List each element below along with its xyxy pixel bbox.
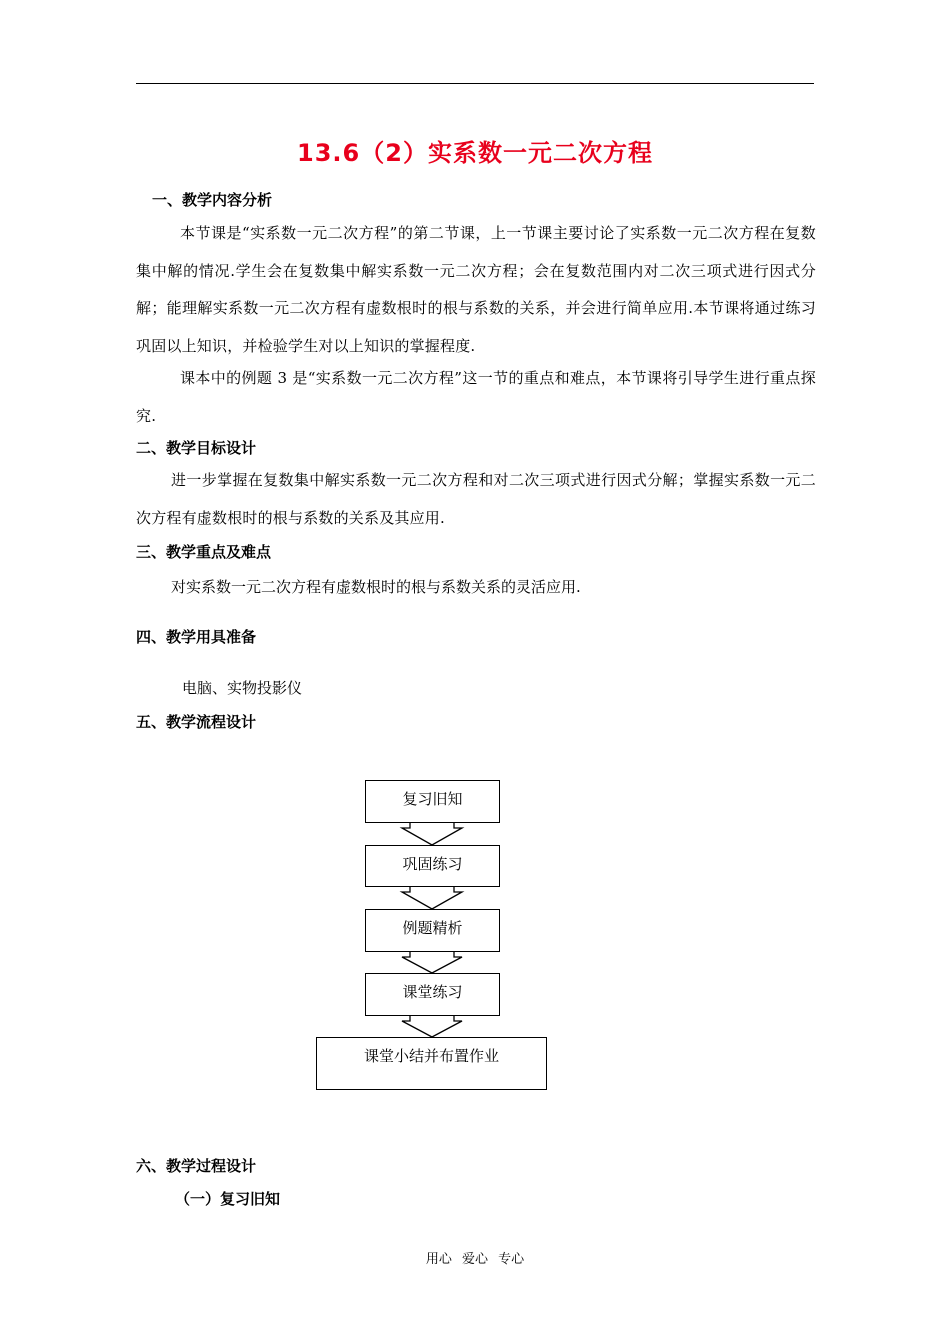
- section-2-heading: 二、教学目标设计: [136, 439, 257, 457]
- document-title: 13.6（2）实系数一元二次方程: [297, 139, 653, 167]
- flow-step-practice: 巩固练习: [365, 845, 500, 887]
- section-4-heading: 四、教学用具准备: [136, 628, 257, 646]
- flow-step-review: 复习旧知: [365, 780, 500, 823]
- section-3-heading: 三、教学重点及难点: [136, 543, 272, 561]
- section-2-paragraph: 进一步掌握在复数集中解实系数一元二次方程和对二次三项式进行因式分解；掌握实系数一元二次方程有虚数根时的根与系数的关系及其应用.: [136, 471, 816, 527]
- section-6-subheading: （一）复习旧知: [175, 1190, 281, 1208]
- section-1-heading: 一、教学内容分析: [152, 191, 273, 209]
- arrow-3: [402, 951, 462, 973]
- flow-step-classwork: 课堂练习: [365, 973, 500, 1016]
- section-3-paragraph: 对实系数一元二次方程有虚数根时的根与系数关系的灵活应用.: [171, 578, 581, 596]
- arrow-2: [402, 886, 462, 909]
- section-1-paragraph-2: 课本中的例题 3 是“实系数一元二次方程”这一节的重点和难点，本节课将引导学生进行重点探究.: [136, 369, 816, 425]
- arrow-4: [402, 1015, 462, 1037]
- flow-step-examples: 例题精析: [365, 909, 500, 952]
- page-footer: 用心 爱心 专心: [425, 1252, 525, 1267]
- section-5-heading: 五、教学流程设计: [136, 713, 257, 731]
- section-1-paragraph-1: 本节课是“实系数一元二次方程”的第二节课，上一节课主要讨论了实系数一元二次方程在复数集中解的情况.学生会在复数集中解实系数一元二次方程；会在复数范围内对二次三项式进行因式分解；能理解实系数一元二次方程有虚数根时的根与系数的关系，并会进行简单应用.本节课将通过练习巩固以上知识，并检验学生对以上知识的掌握程度.: [136, 224, 816, 355]
- flow-step-summary: 课堂小结并布置作业: [316, 1037, 547, 1090]
- section-4-paragraph: 电脑、实物投影仪: [182, 679, 303, 697]
- section-6-heading: 六、教学过程设计: [136, 1157, 257, 1175]
- arrow-1: [402, 822, 462, 845]
